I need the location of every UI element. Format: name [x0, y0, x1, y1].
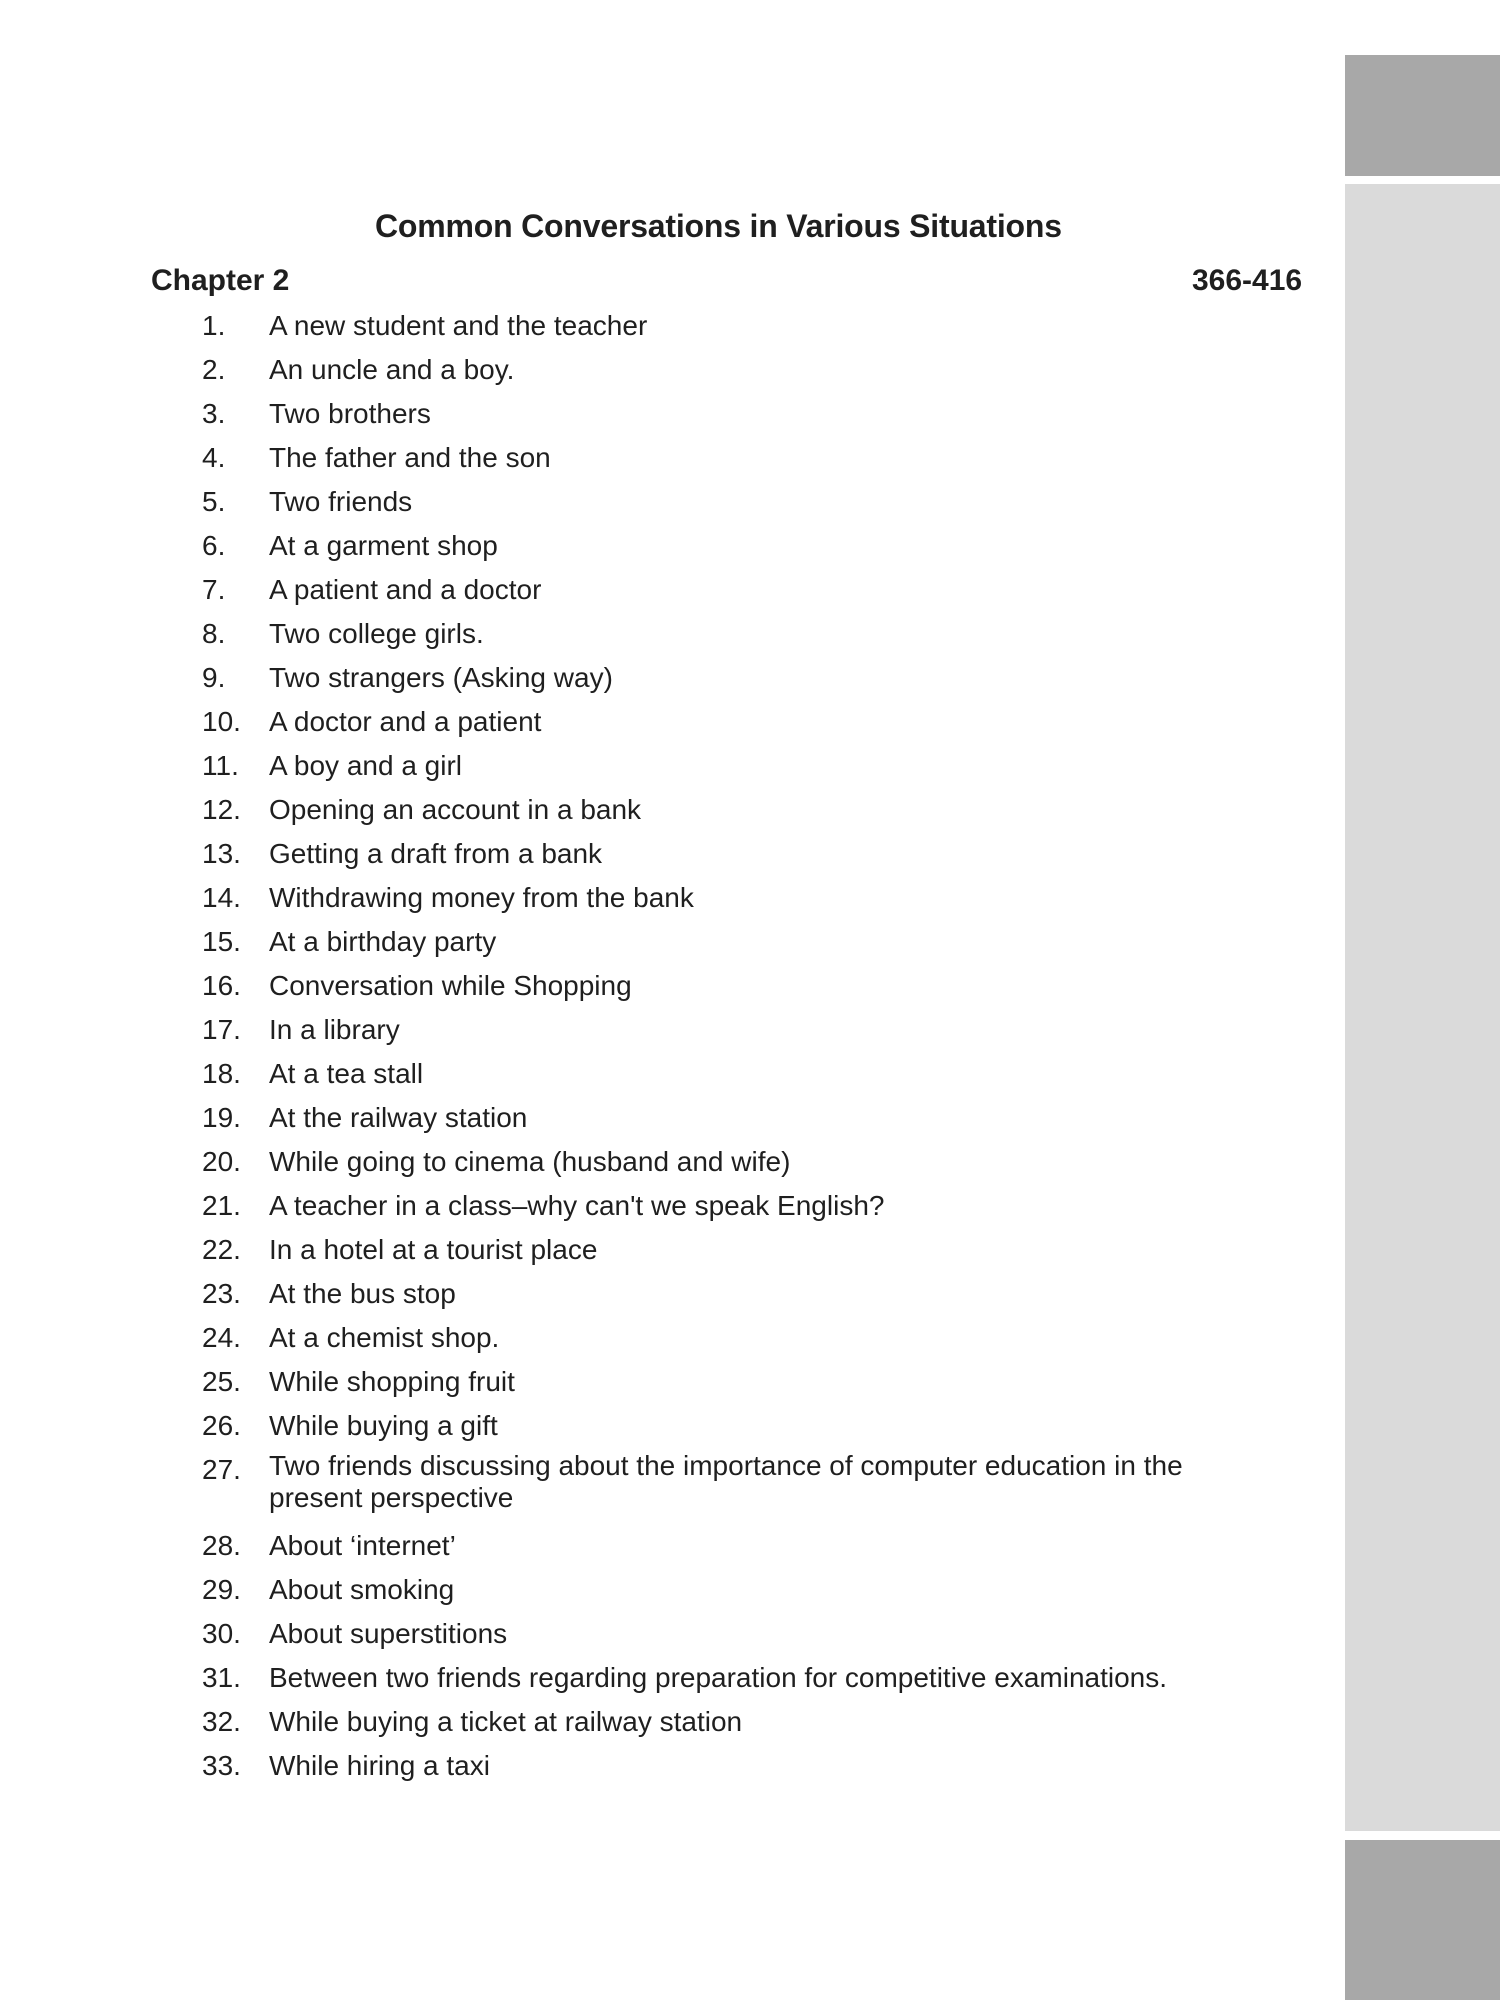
item-text: About superstitions [269, 1618, 508, 1649]
item-number: 3. [202, 398, 226, 429]
item-number: 30. [202, 1618, 241, 1649]
item-number: 13. [202, 838, 241, 869]
item-text: Two college girls. [269, 618, 484, 649]
item-text: While hiring a taxi [269, 1750, 490, 1781]
chapter-label: Chapter 2 [151, 264, 290, 297]
item-text: A new student and the teacher [269, 310, 648, 341]
item-number: 25. [202, 1366, 241, 1397]
list-item [0, 394, 1320, 438]
item-number: 15. [202, 926, 241, 957]
item-number: 31. [202, 1662, 241, 1693]
item-number: 27. [202, 1454, 241, 1485]
side-tab-bottom [1345, 1840, 1500, 2000]
side-tab-middle [1345, 184, 1500, 1831]
item-number: 22. [202, 1234, 241, 1265]
item-number: 11. [202, 750, 239, 781]
item-text: Between two friends regarding preparation for competitive examinations. [269, 1662, 1168, 1693]
side-tab-top [1345, 55, 1500, 176]
table-of-contents-list [0, 306, 1320, 1790]
item-text: While going to cinema (husband and wife) [269, 1146, 791, 1177]
item-number: 21. [202, 1190, 241, 1221]
item-text: A boy and a girl [269, 750, 463, 781]
page-range: 366-416 [1192, 264, 1303, 297]
item-number: 4. [202, 442, 226, 473]
item-number: 29. [202, 1574, 241, 1605]
item-text: An uncle and a boy. [269, 354, 515, 385]
item-text: Withdrawing money from the bank [269, 882, 694, 913]
list-item [0, 438, 1320, 482]
item-text: Getting a draft from a bank [269, 838, 603, 869]
list-item [0, 306, 1320, 350]
list-item [0, 350, 1320, 394]
item-text: At the bus stop [269, 1278, 456, 1309]
list-item [0, 1230, 1320, 1274]
item-text: At a chemist shop. [269, 1322, 500, 1353]
list-item [0, 746, 1320, 790]
item-text: While shopping fruit [269, 1366, 515, 1397]
item-text: While buying a gift [269, 1410, 498, 1441]
item-text: A doctor and a patient [269, 706, 542, 737]
item-text: Two friends discussing about the importance of computer education in the present perspective [269, 1450, 1183, 1513]
item-text: At the railway station [269, 1102, 528, 1133]
list-item [0, 790, 1320, 834]
list-item [0, 1274, 1320, 1318]
list-item [0, 1142, 1320, 1186]
item-number: 2. [202, 354, 226, 385]
item-text: At a tea stall [269, 1058, 424, 1089]
item-text: About ‘internet’ [269, 1530, 456, 1561]
item-number: 12. [202, 794, 241, 825]
list-item [0, 1406, 1320, 1450]
list-item [0, 1362, 1320, 1406]
item-text: While buying a ticket at railway station [269, 1706, 743, 1737]
list-item [0, 1526, 1320, 1570]
item-number: 28. [202, 1530, 241, 1561]
page-title: Common Conversations in Various Situations [375, 208, 1062, 244]
item-text: About smoking [269, 1574, 455, 1605]
list-item [0, 1318, 1320, 1362]
list-item [0, 1098, 1320, 1142]
item-text: A teacher in a class–why can't we speak English? [269, 1190, 885, 1221]
item-text: Two friends [269, 486, 413, 517]
item-number: 5. [202, 486, 226, 517]
item-number: 14. [202, 882, 241, 913]
item-number: 8. [202, 618, 226, 649]
item-number: 23. [202, 1278, 241, 1309]
item-text: Two strangers (Asking way) [269, 662, 613, 693]
list-item [0, 614, 1320, 658]
item-number: 32. [202, 1706, 241, 1737]
list-item [0, 878, 1320, 922]
list-item [0, 1702, 1320, 1746]
item-number: 10. [202, 706, 241, 737]
list-item [0, 1614, 1320, 1658]
item-text: Opening an account in a bank [269, 794, 642, 825]
list-item [0, 1010, 1320, 1054]
list-item [0, 966, 1320, 1010]
item-text: In a library [269, 1014, 400, 1045]
list-item [0, 1450, 1320, 1526]
item-text: At a birthday party [269, 926, 497, 957]
item-number: 1. [202, 310, 226, 341]
list-item [0, 1746, 1320, 1790]
item-text: Two brothers [269, 398, 431, 429]
item-number: 17. [202, 1014, 241, 1045]
item-text: Conversation while Shopping [269, 970, 632, 1001]
item-number: 20. [202, 1146, 241, 1177]
item-text: In a hotel at a tourist place [269, 1234, 598, 1265]
list-item [0, 922, 1320, 966]
list-item [0, 1570, 1320, 1614]
list-item [0, 1186, 1320, 1230]
item-text: The father and the son [269, 442, 551, 473]
item-text: A patient and a doctor [269, 574, 542, 605]
list-item [0, 702, 1320, 746]
list-item [0, 570, 1320, 614]
item-text: At a garment shop [269, 530, 498, 561]
list-item [0, 482, 1320, 526]
list-item [0, 1658, 1320, 1702]
item-number: 33. [202, 1750, 241, 1781]
list-item [0, 1054, 1320, 1098]
list-item [0, 526, 1320, 570]
item-number: 18. [202, 1058, 241, 1089]
item-number: 9. [202, 662, 226, 693]
item-number: 19. [202, 1102, 241, 1133]
item-number: 24. [202, 1322, 241, 1353]
item-number: 26. [202, 1410, 241, 1441]
list-item [0, 658, 1320, 702]
item-number: 7. [202, 574, 226, 605]
list-item [0, 834, 1320, 878]
item-number: 6. [202, 530, 226, 561]
item-number: 16. [202, 970, 241, 1001]
